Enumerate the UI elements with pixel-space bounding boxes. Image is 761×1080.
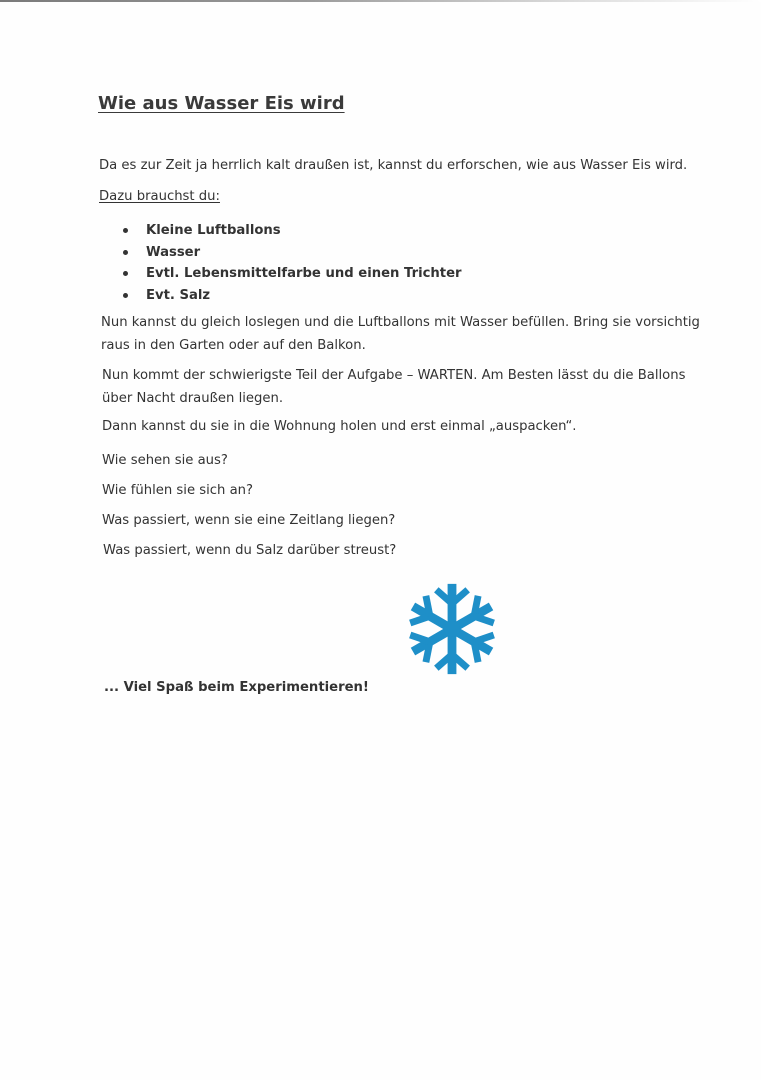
list-item: Kleine Luftballons	[120, 220, 462, 242]
snowflake-icon	[403, 580, 501, 678]
paragraph-3: Dann kannst du sie in die Wohnung holen und erst einmal „auspacken“.	[102, 419, 577, 434]
list-item: Evtl. Lebensmittelfarbe und einen Trichter	[120, 263, 462, 285]
page-title: Wie aus Wasser Eis wird	[98, 93, 345, 114]
bullet-icon	[123, 250, 128, 255]
question-2: Wie fühlen sie sich an?	[102, 483, 254, 498]
materials-heading: Dazu brauchst du:	[99, 189, 220, 204]
list-item: Evt. Salz	[120, 285, 462, 307]
question-4: Was passiert, wenn du Salz darüber streust?	[103, 543, 397, 558]
list-item: Wasser	[120, 242, 462, 264]
question-3: Was passiert, wenn sie eine Zeitlang liegen?	[102, 513, 396, 528]
paragraph-2-line-1: Nun kommt der schwierigste Teil der Aufgabe – WARTEN. Am Besten lässt du die Ballons	[102, 368, 686, 383]
bullet-icon	[123, 271, 128, 276]
closing-text: ... Viel Spaß beim Experimentieren!	[104, 680, 369, 695]
scan-edge	[0, 0, 761, 2]
intro-text: Da es zur Zeit ja herrlich kalt draußen ist, kannst du erforschen, wie aus Wasser Eis wird.	[99, 158, 688, 173]
paragraph-1-line-1: Nun kannst du gleich loslegen und die Luftballons mit Wasser befüllen. Bring sie vorsichtig	[101, 315, 700, 330]
paragraph-2-line-2: über Nacht draußen liegen.	[102, 391, 284, 406]
bullet-icon	[123, 228, 128, 233]
materials-list	[120, 220, 462, 306]
bullet-icon	[123, 293, 128, 298]
paragraph-1-line-2: raus in den Garten oder auf den Balkon.	[101, 338, 366, 353]
question-1: Wie sehen sie aus?	[102, 453, 228, 468]
